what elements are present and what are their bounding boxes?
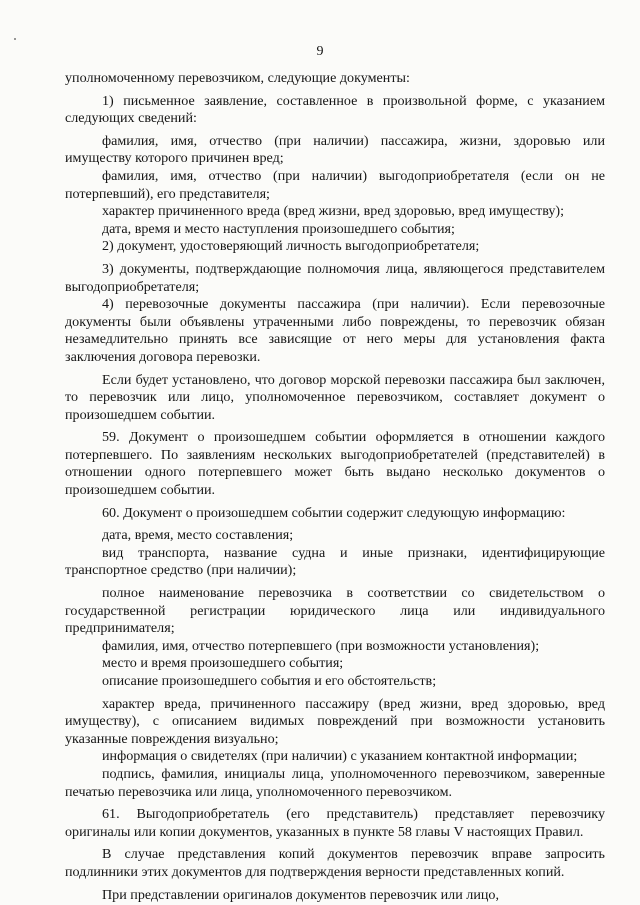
page-number: 9 bbox=[316, 44, 324, 59]
paragraph: место и время произошедшего события; bbox=[102, 655, 344, 672]
paragraph: фамилия, имя, отчество (при наличии) пассажира, жизни, здоровью или имуществу которого причинен вред; bbox=[65, 132, 605, 167]
paragraph: В случае представления копий документов перевозчик вправе запросить подлинники этих документов для подтверждения верности представленных копий. bbox=[65, 846, 605, 880]
paragraph: 3) документы, подтверждающие полномочия лица, являющегося представителем выгодоприобретателя; bbox=[65, 260, 605, 295]
paragraph: информация о свидетелях (при наличии) с указанием контактной информации; bbox=[102, 748, 578, 765]
paragraph: 61. Выгодоприобретатель (его представитель) представляет перевозчику оригиналы или копии документов, указанных в пункте 58 главы V настоящих Правил. bbox=[65, 806, 605, 840]
paragraph: 1) письменное заявление, составленное в произвольной форме, с указанием следующих сведений: bbox=[65, 92, 605, 127]
paragraph: описание произошедшего события и его обстоятельств; bbox=[102, 673, 437, 689]
paragraph: дата, время, место составления; bbox=[102, 527, 294, 544]
paragraph: характер причиненного вреда (вред жизни, вред здоровью, вред имуществу); bbox=[102, 203, 565, 220]
paragraph: фамилия, имя, отчество (при наличии) выгодоприобретателя (если он не потерпевший), его представителя; bbox=[65, 167, 605, 202]
paragraph: вид транспорта, название судна и иные признаки, идентифицирующие транспортное средство (при наличии); bbox=[65, 544, 605, 579]
paragraph: При представлении оригиналов документов перевозчик или лицо, bbox=[102, 886, 499, 903]
paragraph: 2) документ, удостоверяющий личность выгодоприобретателя; bbox=[102, 238, 480, 255]
paragraph: 4) перевозочные документы пассажира (при наличии). Если перевозочные документы были объявлены утраченными либо повреждены, то перевозчик обязан незамедлительно принять все зависящие от него меры для установления факта заключения договора перевозки. bbox=[65, 296, 605, 365]
paragraph: характер вреда, причиненного пассажиру (вред жизни, вред здоровью, вред имуществу), с описанием видимых повреждений при возможности установить указанные повреждения визуально; bbox=[65, 695, 605, 747]
paragraph: полное наименование перевозчика в соответствии со свидетельством о государственной регистрации юридического лица или индивидуального предпринимателя; bbox=[65, 585, 605, 637]
paragraph: 59. Документ о произошедшем событии оформляется в отношении каждого потерпевшего. По заявлениям нескольких выгодоприобретателей (представителей) в отношении одного потерпевшего может быть выдано несколько документов о произошедшем событии. bbox=[65, 429, 605, 499]
paragraph: Если будет установлено, что договор морской перевозки пассажира был заключен, то перевозчик или лицо, уполномоченное перевозчиком, составляет документ о произошедшем событии. bbox=[65, 371, 605, 423]
paragraph: фамилия, имя, отчество потерпевшего (при возможности установления); bbox=[102, 637, 540, 654]
paragraph: 60. Документ о произошедшем событии содержит следующую информацию: bbox=[102, 504, 566, 521]
paragraph: уполномоченному перевозчиком, следующие документы: bbox=[65, 70, 410, 86]
scan-speck bbox=[14, 38, 16, 40]
paragraph: подпись, фамилия, инициалы лица, уполномоченного перевозчиком, заверенные печатью перевозчика или лица, уполномоченного перевозчиком. bbox=[65, 765, 605, 800]
document-body bbox=[65, 70, 605, 904]
paragraph: дата, время и место наступления произошедшего события; bbox=[102, 220, 455, 237]
